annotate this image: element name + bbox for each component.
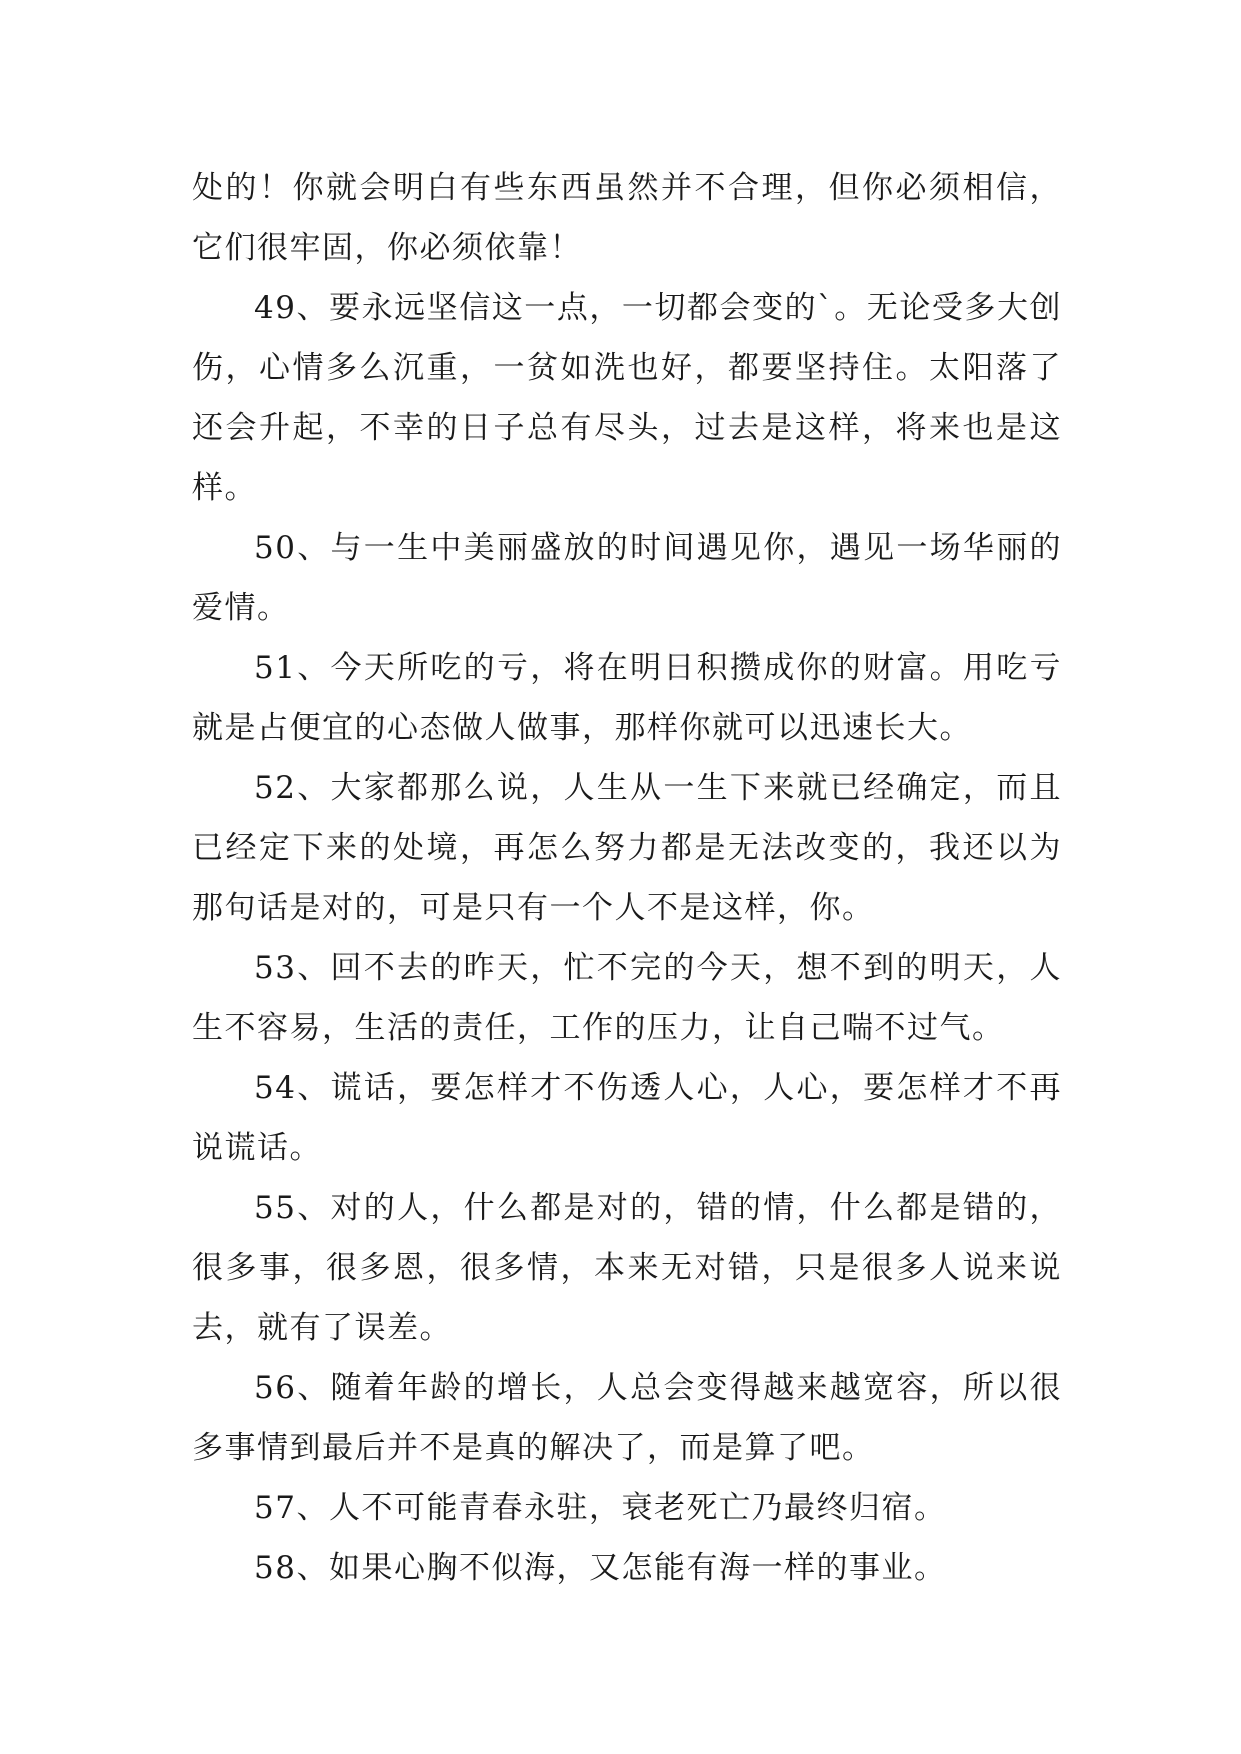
paragraph-51: 51、今天所吃的亏，将在明日积攒成你的财富。用吃亏就是占便宜的心态做人做事，那样你就可以迅速长大。	[192, 650, 1062, 746]
paragraph-continued: 处的！你就会明白有些东西虽然并不合理，但你必须相信，它们很牢固，你必须依靠！	[192, 170, 1062, 266]
paragraph-49: 49、要永远坚信这一点，一切都会变的`。无论受多大创伤，心情多么沉重，一贫如洗也好，都要坚持住。太阳落了还会升起，不幸的日子总有尽头，过去是这样，将来也是这样。	[192, 290, 1062, 506]
paragraph-56: 56、随着年龄的增长，人总会变得越来越宽容，所以很多事情到最后并不是真的解决了，而是算了吧。	[192, 1370, 1062, 1466]
paragraph-55: 55、对的人，什么都是对的，错的情，什么都是错的，很多事，很多恩，很多情，本来无对错，只是很多人说来说去，就有了误差。	[192, 1190, 1062, 1346]
paragraph-57: 57、人不可能青春永驻，衰老死亡乃最终归宿。	[254, 1490, 947, 1526]
paragraph-53: 53、回不去的昨天，忙不完的今天，想不到的明天，人生不容易，生活的责任，工作的压力，让自己喘不过气。	[192, 950, 1062, 1046]
paragraph-52: 52、大家都那么说，人生从一生下来就已经确定，而且已经定下来的处境，再怎么努力都是无法改变的，我还以为那句话是对的，可是只有一个人不是这样，你。	[192, 770, 1062, 926]
paragraph-54: 54、谎话，要怎样才不伤透人心，人心，要怎样才不再说谎话。	[192, 1070, 1062, 1166]
paragraph-50: 50、与一生中美丽盛放的时间遇见你，遇见一场华丽的爱情。	[192, 530, 1062, 626]
paragraph-58: 58、如果心胸不似海，又怎能有海一样的事业。	[254, 1550, 947, 1586]
document-body	[192, 158, 1062, 1598]
